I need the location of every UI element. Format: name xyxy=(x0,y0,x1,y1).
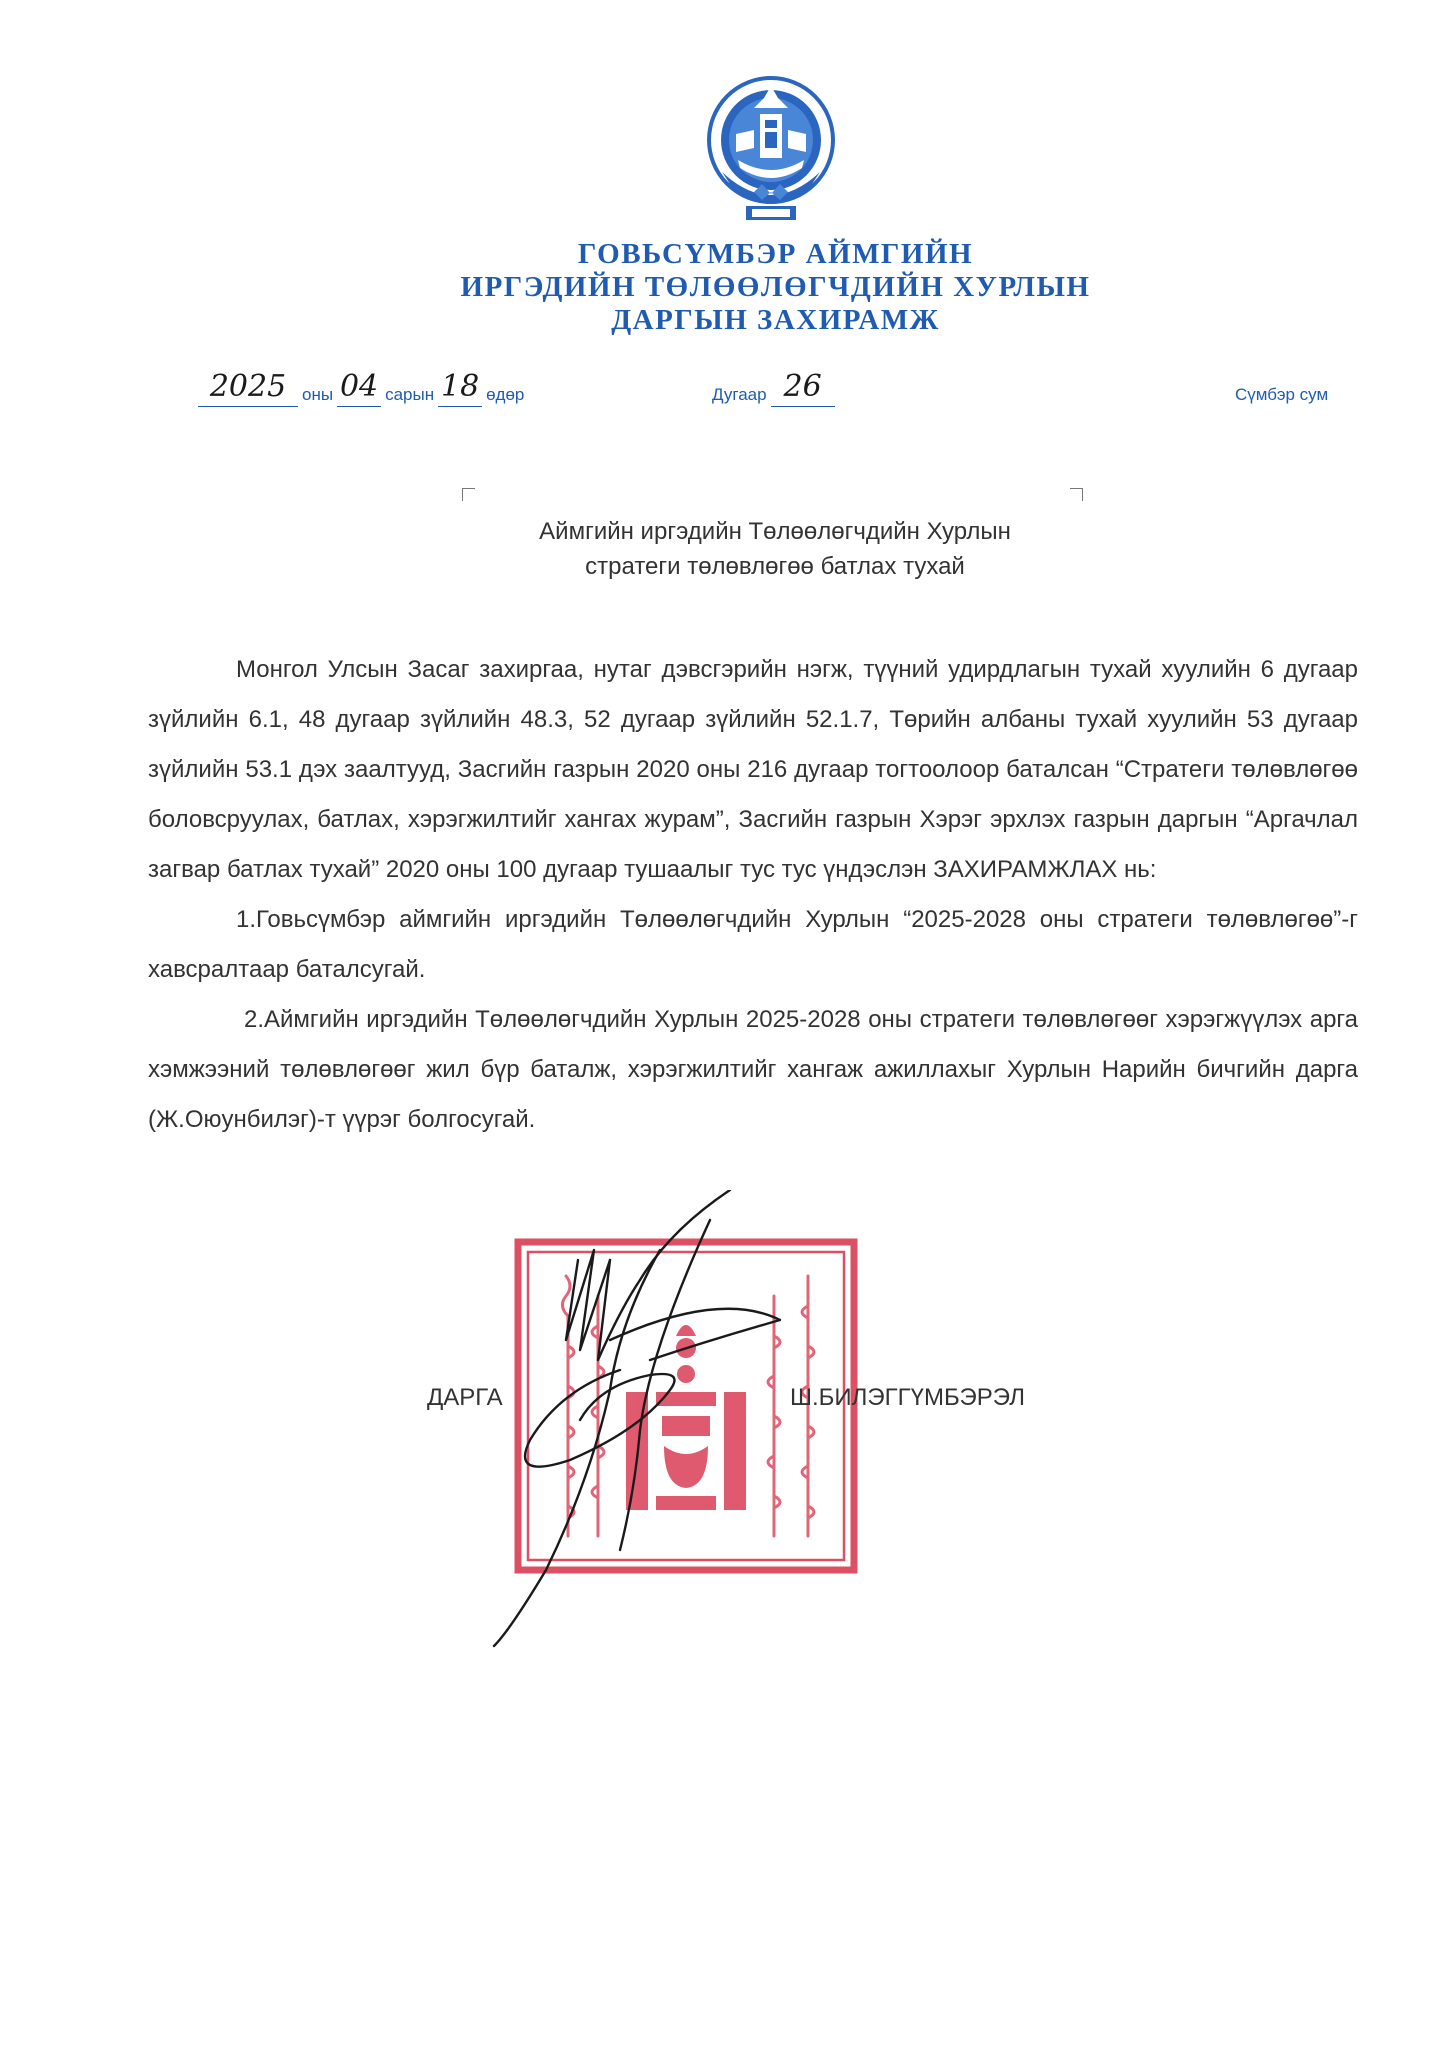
handwritten-signature-icon xyxy=(470,1190,890,1650)
signatory-name: Ш.БИЛЭГГҮМБЭРЭЛ xyxy=(790,1384,1025,1411)
document-header xyxy=(300,238,1251,337)
number-label: Дугаар xyxy=(712,385,767,404)
subject-corner-left xyxy=(462,488,475,501)
signatory-title: ДАРГА xyxy=(427,1384,503,1411)
preamble-paragraph: Монгол Улсын Засаг захиргаа, нутаг дэвсгэрийн нэгж, түүний удирдлагын тухай хуулийн 6 дугаар зүйлийн 6.1, 48 дугаар зүйлийн 48.3, 52 дугаар зүйлийн 52.1.7, Төрийн албаны тухай хуулийн 53 дугаар зүйлийн 53.1 дэх заалтууд, Засгийн газрын 2020 оны 216 дугаар тогтоолоор баталсан “Стратеги төлөвлөгөө боловсруулах, батлах, хэрэгжилтийг хангах журам”, Засгийн газрын Хэрэг эрхлэх газрын даргын “Аргачлал загвар батлах тухай” 2020 оны 100 дугаар тушаалыг тус тус үндэслэн ЗАХИРАМЖЛАХ нь: xyxy=(148,656,1358,883)
subject-line-1: Аймгийн иргэдийн Төлөөлөгчдийн Хурлын xyxy=(539,518,1011,545)
date-line xyxy=(198,370,528,410)
header-line-3: ДАРГЫН ЗАХИРАМЖ xyxy=(611,304,940,336)
decree-body xyxy=(148,645,1358,1145)
decree-item-1: 1.Говьсүмбэр аймгийн иргэдийн Төлөөлөгчдийн Хурлын “2025-2028 оны стратеги төлөвлөгөө”-г хавсралтаар баталсугай. xyxy=(148,906,1358,983)
place-label: Сүмбэр сум xyxy=(1235,385,1329,404)
date-month: 04 xyxy=(337,370,381,407)
date-year: 2025 xyxy=(198,370,298,407)
decree-subject xyxy=(380,514,1170,584)
decree-number xyxy=(708,370,835,410)
subject-line-2: стратеги төлөвлөгөө батлах тухай xyxy=(585,553,965,580)
subject-corner-right xyxy=(1070,488,1083,501)
year-label: оны xyxy=(302,385,334,404)
header-line-2: ИРГЭДИЙН ТӨЛӨӨЛӨГЧДИЙН ХУРЛЫН xyxy=(460,271,1091,303)
day-label: өдөр xyxy=(486,385,525,404)
decree-item-2: 2.Аймгийн иргэдийн Төлөөлөгчдийн Хурлын 2025-2028 оны стратеги төлөвлөгөөг хэрэгжүүлэх арга хэмжээний төлөвлөгөөг жил бүр баталж, хэрэгжилтийг хангаж ажиллахыг Хурлын Нарийн бичгийн дарга (Ж.Оюунбилэг)-т үүрэг болгосугай. xyxy=(148,1006,1358,1133)
date-day: 18 xyxy=(438,370,482,407)
header-line-1: ГОВЬСҮМБЭР АЙМГИЙН xyxy=(577,238,974,270)
month-label: сарын xyxy=(385,385,435,404)
state-emblem-icon xyxy=(702,68,840,224)
number-value: 26 xyxy=(771,370,835,407)
